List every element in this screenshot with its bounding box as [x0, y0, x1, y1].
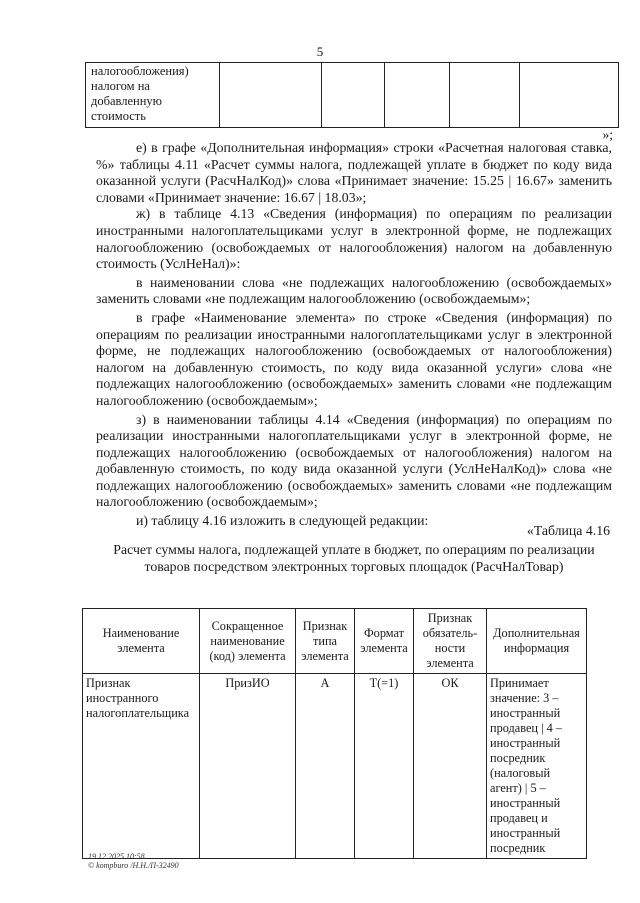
- footer-stamp: [88, 852, 179, 870]
- table-4-16: [82, 608, 587, 859]
- header-cell: Дополнительная информация: [487, 609, 587, 674]
- cell-element-required: ОК: [414, 674, 487, 859]
- table-title: Расчет суммы налога, подлежащей уплате в бюджет, по операциям по реализации товаров посредством электронных торговых площадок (РасчНалТовар): [113, 542, 595, 574]
- cell-element-name: Признак иностранного налогоплательщика: [83, 674, 200, 859]
- page-number: 5: [316, 44, 324, 59]
- paragraph-i: и) таблицу 4.16 изложить в следующей редакции:: [136, 513, 429, 529]
- fragment-cell: [520, 63, 619, 128]
- paragraph-z: з) в наименовании таблицы 4.14 «Сведения (информация) по операциям по реализации иностранными налогоплательщиками услуг в электронной форме, не подлежащих налогообложению (освобождаемых от налогообложения) налогом на добавленную стоимость, по коду вида оказанной услуги (УслНеНалКод)» слова «не подлежащих налогообложению (освобождаемых» заменить словами «не подлежащим налогообложению (освобождаемым»;: [96, 411, 612, 510]
- fragment-cell: [385, 63, 450, 128]
- fragment-line: добавленную: [91, 94, 163, 108]
- header-cell: Признак типа элемента: [296, 609, 355, 674]
- header-cell: Формат элемента: [355, 609, 414, 674]
- fragment-cell: [450, 63, 520, 128]
- cell-element-code: ПризИО: [200, 674, 296, 859]
- paragraph-e: е) в графе «Дополнительная информация» строки «Расчетная налоговая ставка, %» таблицы 4.11 «Расчет суммы налога, подлежащей уплате в бюджет по коду вида оказанной услуги (РасчНалКод)» слова «Принимает значение: 15.25 | 16.67» заменить словами «Принимает значение: 16.67 | 18.03»;: [96, 140, 612, 205]
- paragraph-zh-2: в графе «Наименование элемента» по строке «Сведения (информация) по операциям по реализации иностранными налогоплательщиками услуг в электронной форме, не подлежащих налогообложению (освобождаемых от налогообложения) налогом на добавленную стоимость, по коду вида оказанной услуги» слова «не подлежащих налогообложению (освобождаемых» заменить словами «не подлежащим налогообложению (освобождаемым»;: [96, 309, 612, 408]
- closing-quote: »;: [602, 127, 613, 142]
- fragment-cell: [220, 63, 322, 128]
- header-cell: Признак обязатель-ности элемента: [414, 609, 487, 674]
- cell-additional-info: Принимает значение: 3 – иностранный продавец | 4 – иностранный посредник (налоговый агент) | 5 – иностранный продавец и иностранный посредник: [487, 674, 587, 859]
- paragraph-zh: ж) в таблице 4.13 «Сведения (информация) по операциям по реализации иностранными налогоплательщиками услуг в электронной форме, не подлежащих налогообложению (освобождаемых от налогообложения) налогом на добавленную стоимость (УслНеНал)»:: [96, 206, 612, 272]
- fragment-cell: [322, 63, 385, 128]
- fragment-line: стоимость: [91, 109, 146, 123]
- footer-timestamp: 19.12.2025 10:58: [88, 852, 145, 861]
- header-cell: Наименование элемента: [83, 609, 200, 674]
- footer-source: © kompburo /Н.Н./П-32490: [88, 861, 179, 870]
- paragraph-zh-1: в наименовании слова «не подлежащих налогообложению (освобождаемых» заменить словами «не подлежащим налогообложению (освобождаемым»;: [96, 274, 612, 307]
- continued-table-fragment: [85, 62, 619, 128]
- cell-element-type: А: [296, 674, 355, 859]
- table-row: [83, 674, 587, 859]
- table-label: «Таблица 4.16: [526, 523, 610, 538]
- header-cell: Сокращенное наименование (код) элемента: [200, 609, 296, 674]
- cell-element-format: Т(=1): [355, 674, 414, 859]
- fragment-cell-name: [86, 63, 220, 128]
- amendment-text: [96, 140, 612, 530]
- fragment-line: налогом на: [91, 79, 150, 93]
- fragment-line: налогообложения): [91, 64, 189, 78]
- table-header-row: [83, 609, 587, 674]
